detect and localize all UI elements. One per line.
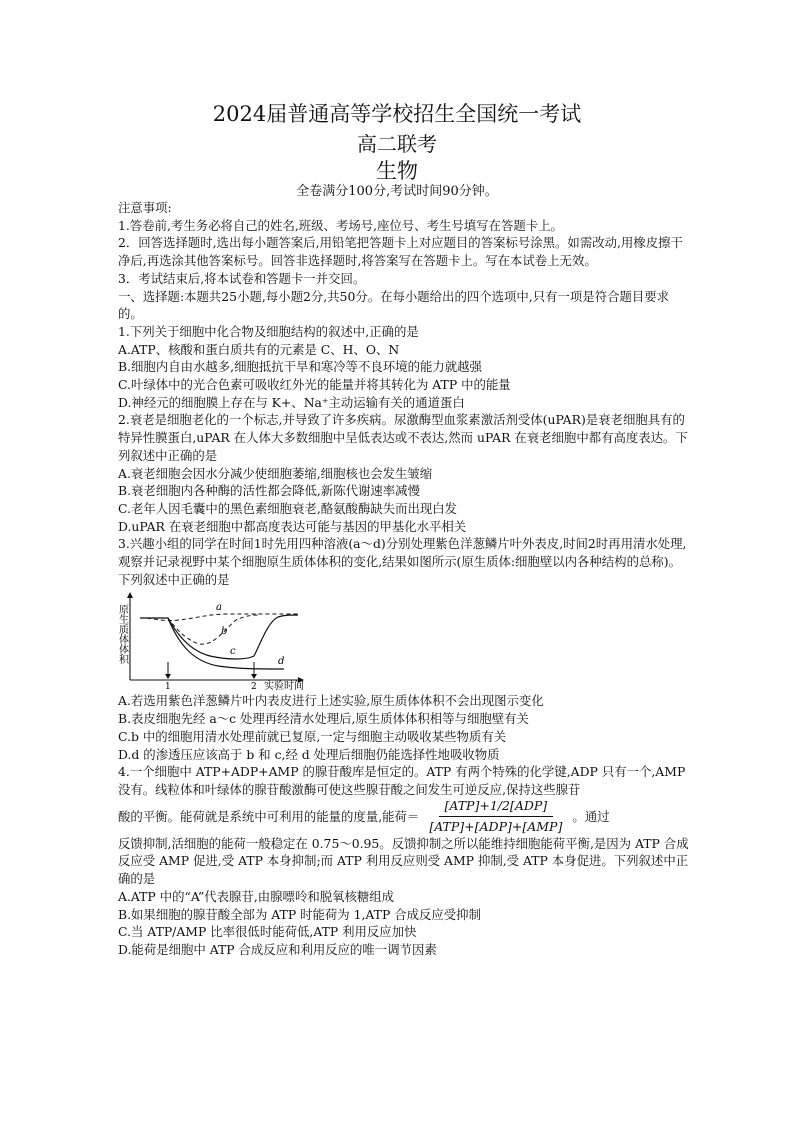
question-2-option-c: C.老年人因毛囊中的黑色素细胞衰老,酪氨酸酶缺失而出现白发 (118, 500, 458, 516)
chart-svg (116, 590, 318, 693)
question-2-stem: 2.衰老是细胞老化的一个标志,并导致了许多疾病。尿激酶型血浆素激活剂受体(uPAR)是衰老细胞具有的特异性膜蛋白,uPAR 在人体大多数细胞中呈低表达或不表达,然而 uPAR 在衰老细胞中都有高度表达。下列叙述中正确的是 (118, 412, 688, 463)
question-1-stem: 1.下列关于细胞中化合物及细胞结构的叙述中,正确的是 (118, 323, 419, 339)
series-b-label: b (221, 626, 228, 638)
fraction-numerator: [ATP]+1/2[ADP] (439, 797, 554, 817)
question-3-option-a: A.若选用紫色洋葱鳞片叶内表皮进行上述实验,原生质体体积不会出现图示变化 (118, 693, 544, 709)
question-2-option-b: B.衰老细胞内各种酶的活性都会降低,新陈代谢速率减慢 (118, 483, 420, 499)
x-axis-label: 实验时间 (264, 681, 304, 693)
energy-charge-fraction (423, 797, 568, 835)
series-d-line (140, 618, 284, 669)
note-item: 3．考试结束后,将本试卷和答题卡一并交回。 (118, 270, 366, 286)
x-marker-1: 1 (165, 682, 171, 693)
protoplast-volume-chart (116, 590, 318, 693)
question-3-option-d: D.d 的渗透压应该高于 b 和 c,经 d 处理后细胞仍能选择性地吸收物质 (118, 746, 500, 762)
section-heading: 一、选择题:本题共25小题,每小题2分,共50分。在每小题给出的四个选项中,只有一项是符合题目要求的。 (118, 288, 670, 322)
question-2-option-a: A.衰老细胞会因水分减少使细胞萎缩,细胞核也会发生皱缩 (118, 465, 433, 481)
exam-subtitle: 高二联考 (357, 132, 437, 156)
notes-heading: 注意事项: (118, 200, 172, 215)
exam-title: 2024届普通高等学校招生全国统一考试 (212, 102, 582, 126)
series-d-label: d (278, 656, 285, 668)
marker-1-arrowhead (165, 674, 171, 679)
question-1-option-a: A.ATP、核酸和蛋白质共有的元素是 C、H、O、N (118, 341, 400, 357)
question-4-option-a: A.ATP 中的“A”代表腺苷,由腺嘌呤和脱氧核糖组成 (118, 888, 395, 904)
marker-2-arrowhead (251, 674, 257, 679)
exam-body (118, 199, 690, 959)
question-1-option-b: B.细胞内自由水越多,细胞抵抗干旱和寒冷等不良环境的能力就越强 (118, 359, 482, 375)
question-4-option-c: C.当 ATP/AMP 比率很低时能荷低,ATP 利用反应加快 (118, 924, 417, 940)
y-axis-arrow (127, 592, 133, 598)
question-2-option-d: D.uPAR 在衰老细胞中都高度表达可能与基因的甲基化水平相关 (118, 518, 467, 534)
note-item: 1.答卷前,考生务必将自己的姓名,班级、考场号,座位号、考生号填写在答题卡上。 (118, 217, 563, 233)
y-axis-label: 原生质体体积 (116, 604, 128, 665)
series-b-line (168, 615, 258, 644)
question-4-stem-after-formula: 。通过 (572, 808, 610, 824)
question-4-stem-part3: 反馈抑制,活细胞的能荷一般稳定在 0.75～0.95。反馈抑制之所以能维持细胞能荷平衡,是因为 ATP 合成反应受 AMP 促进,受 ATP 本身抑制;而 ATP 利用反应则受 AMP 抑制,受 ATP 本身促进。下列叙述中正确的是 (118, 835, 689, 887)
question-4-formula-line (118, 799, 690, 835)
note-item: 2．回答选择题时,选出每小题答案后,用铅笔把答题卡上对应题目的答案标号涂黑。如需改动,用橡皮擦干净后,再选涂其他答案标号。回答非选择题时,将答案写在答题卡上。写在本试卷上无效。 (118, 235, 683, 269)
question-4-stem-part1: 4.一个细胞中 ATP+ADP+AMP 的腺苷酸库是恒定的。ATP 有两个特殊的化学键,ADP 只有一个,AMP 没有。线粒体和叶绿体的腺苷酸激酶可使这些腺苷酸之间发生可逆反应,保持这些腺苷 (118, 764, 686, 797)
question-3-option-b: B.表皮细胞先经 a～c 处理再经清水处理后,原生质体体积相等与细胞壁有关 (118, 711, 529, 727)
series-c-label: c (230, 646, 236, 658)
question-4-option-b: B.如果细胞的腺苷酸全部为 ATP 时能荷为 1,ATP 合成反应受抑制 (118, 906, 481, 922)
question-1-option-d: D.神经元的细胞膜上存在与 K+、Na⁺主动运输有关的通道蛋白 (118, 394, 465, 410)
question-3-option-c: C.b 中的细胞用清水处理前就已复原,一定与细胞主动吸收某些物质有关 (118, 728, 507, 744)
question-4-stem-before-formula: 酸的平衡。能荷就是系统中可利用的能量的度量,能荷＝ (118, 808, 420, 824)
question-4-option-d: D.能荷是细胞中 ATP 合成反应和利用反应的唯一调节因素 (118, 941, 437, 957)
series-a-label: a (216, 602, 222, 614)
exam-info: 全卷满分100分,考试时间90分钟。 (296, 184, 498, 199)
question-3-stem: 3.兴趣小组的同学在时间1时先用四种溶液(a～d)分别处理紫色洋葱鳞片叶外表皮,时间2时再用清水处理,观察并记录视野中某个细胞原生质体体积的变化,结果如图所示(原生质体:细胞壁以内各种结构的总称)。下列叙述中正确的是 (118, 536, 687, 587)
question-1-option-c: C.叶绿体中的光合色素可吸收红外光的能量并将其转化为 ATP 中的能量 (118, 377, 511, 393)
x-marker-2: 2 (251, 682, 257, 693)
fraction-denominator: [ATP]+[ADP]+[AMP] (429, 819, 563, 835)
exam-subject: 生物 (376, 159, 418, 183)
